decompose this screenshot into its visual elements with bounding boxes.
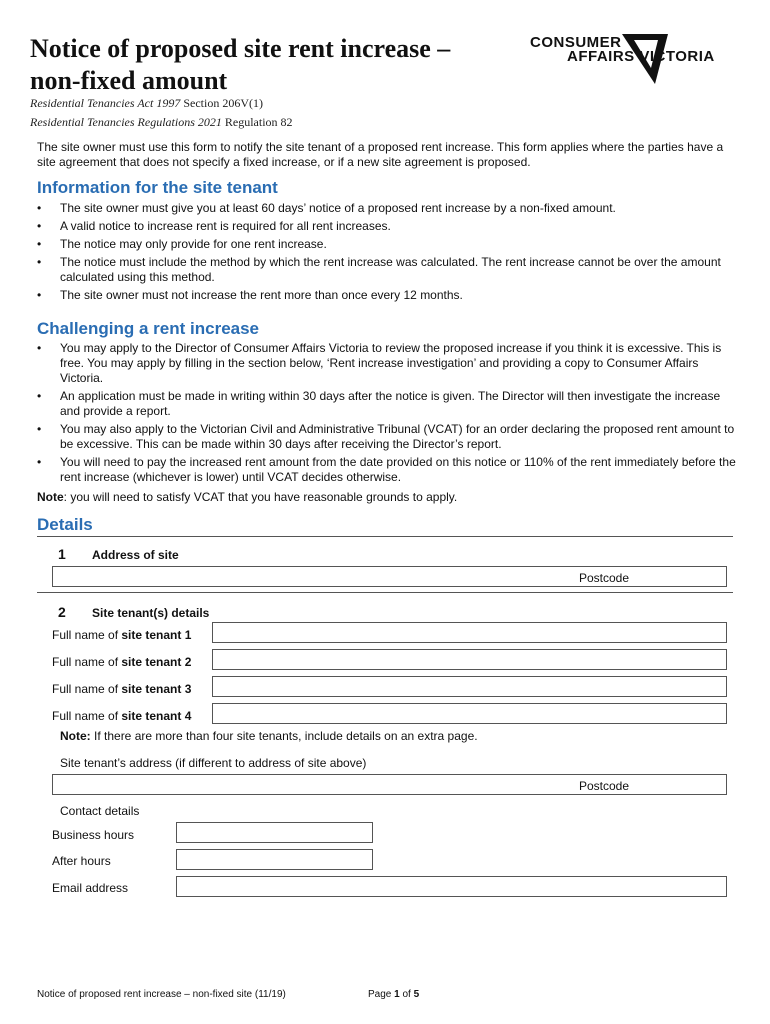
details-heading: Details (37, 515, 93, 534)
challenge-bullet-list (37, 341, 737, 488)
footer-form-name: Notice of proposed rent increase – non-fixed site (11/19) (37, 989, 286, 1000)
list-item: • You may apply to the Director of Consumer Affairs Victoria to review the proposed increase if you think it is excessive. This is free. You may apply by filling in the section below, ‘Rent increase investigation’ and providing a copy to Consumer Affairs Victoria. (37, 341, 737, 386)
regulation-section: Regulation 82 (224, 115, 293, 129)
act-reference (30, 96, 263, 111)
tenant-2-label: Full name of site tenant 2 (52, 655, 192, 669)
logo-line-1: CONSUMER (530, 34, 622, 51)
tenant-address-label: Site tenant’s address (if different to address of site above) (60, 756, 367, 770)
page-title (30, 33, 490, 97)
list-item: • The notice must include the method by which the rent increase was calculated. The rent increase cannot be over the amount calculated using this method. (37, 255, 737, 285)
list-item: • You may also apply to the Victorian Civil and Administrative Tribunal (VCAT) for an order declaring the proposed rent amount to be excessive. This can be made within 30 days after receiving the Director’s report. (37, 422, 737, 452)
tenant-3-name-input[interactable] (212, 676, 727, 697)
section-label-address: Address of site (92, 548, 179, 562)
regulation-name: Residential Tenancies Regulations 2021 (30, 115, 222, 129)
tenant-address-input[interactable] (52, 774, 727, 795)
section-number-2: 2 (58, 604, 66, 620)
note-label: Note (37, 490, 64, 504)
tenant-2-name-input[interactable] (212, 649, 727, 670)
business-hours-label: Business hours (52, 828, 135, 842)
challenge-note (37, 490, 457, 504)
logo-line-2: AFFAIRS VICTORIA (567, 48, 715, 65)
page-number: Page 1 of 5 (368, 989, 420, 1000)
tenants-note (60, 729, 478, 743)
title-line-1: Notice of proposed site rent increase – (30, 34, 451, 63)
regulation-reference (30, 115, 293, 130)
note-text: If there are more than four site tenants, include details on an extra page. (90, 729, 478, 743)
email-label: Email address (52, 881, 129, 895)
postcode-label: Postcode (579, 571, 630, 585)
email-input[interactable] (176, 876, 727, 897)
list-item: • The notice may only provide for one rent increase. (37, 237, 737, 252)
section-number-1: 1 (58, 546, 66, 562)
title-line-2: non-fixed amount (30, 66, 228, 95)
business-hours-input[interactable] (176, 822, 373, 843)
after-hours-input[interactable] (176, 849, 373, 870)
act-section: Section 206V(1) (183, 96, 263, 110)
list-item: • You will need to pay the increased rent amount from the date provided on this notice or 110% of the rent immediately before the rent increase (whichever is lower) until VCAT decides otherwise. (37, 455, 737, 485)
tenant-4-name-input[interactable] (212, 703, 727, 724)
act-name: Residential Tenancies Act 1997 (30, 96, 181, 110)
address-of-site-input[interactable] (52, 566, 727, 587)
info-bullet-list (37, 201, 737, 306)
list-item: • A valid notice to increase rent is required for all rent increases. (37, 219, 737, 234)
list-item: • The site owner must give you at least 60 days’ notice of a proposed rent increase by a non-fixed amount. (37, 201, 737, 216)
note-text: : you will need to satisfy VCAT that you have reasonable grounds to apply. (63, 490, 458, 504)
after-hours-label: After hours (52, 854, 111, 868)
list-item: • An application must be made in writing within 30 days after the notice is given. The Director will then investigate the increase and provide a report. (37, 389, 737, 419)
section-label-tenants: Site tenant(s) details (92, 606, 210, 620)
contact-details-heading: Contact details (60, 804, 140, 818)
consumer-affairs-victoria-logo (530, 34, 730, 84)
tenant-3-label: Full name of site tenant 3 (52, 682, 192, 696)
note-label: Note: (60, 729, 91, 743)
info-heading: Information for the site tenant (37, 178, 278, 197)
list-item: • The site owner must not increase the rent more than once every 12 months. (37, 288, 737, 303)
tenant-4-label: Full name of site tenant 4 (52, 709, 192, 723)
tenant-1-name-input[interactable] (212, 622, 727, 643)
challenge-heading: Challenging a rent increase (37, 319, 260, 338)
tenant-1-label: Full name of site tenant 1 (52, 628, 192, 642)
divider (37, 536, 733, 537)
postcode-label: Postcode (579, 779, 630, 793)
divider (37, 592, 733, 593)
intro-paragraph: The site owner must use this form to notify the site tenant of a proposed rent increase. This form applies where the parties have a site agreement that does not specify a fixed increase, or if a new site agreement is proposed. (37, 140, 724, 169)
